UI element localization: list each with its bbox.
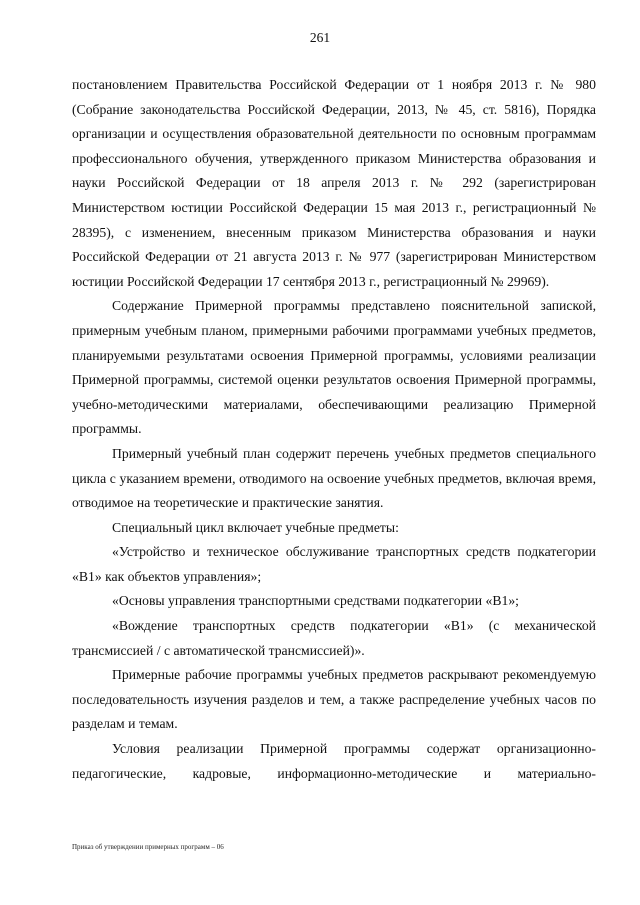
- paragraph-9: Условия реализации Примерной программы содержат организационно-педагогические, кадровые, информационно-методические и материально-: [72, 741, 596, 781]
- page-footer: Приказ об утверждении примерных программ – 06: [72, 843, 224, 851]
- paragraph-7: «Вождение транспортных средств подкатегории «В1» (с механической трансмиссией / с автоматической трансмиссией)».: [72, 618, 596, 658]
- paragraph-6: «Основы управления транспортными средствами подкатегории «В1»;: [112, 593, 519, 609]
- paragraph-8: Примерные рабочие программы учебных предметов раскрывают рекомендуемую последовательность изучения разделов и тем, а также распределение учебных часов по разделам и темам.: [72, 667, 596, 732]
- paragraph-3: Примерный учебный план содержит перечень учебных предметов специального цикла с указанием времени, отводимого на освоение учебных предметов, включая время, отводимое на теоретические и практические занятия.: [72, 445, 596, 511]
- paragraph-2: Содержание Примерной программы представлено пояснительной запиской, примерным учебным планом, примерными рабочими программами учебных предметов, планируемыми результатами освоения Примерной программы, условиями реализации Примерной программы, системой оценки результатов освоения Примерной программы, учебно-методическими материалами, обеспечивающими реализацию Примерной программы.: [72, 298, 596, 437]
- document-body: [72, 73, 596, 786]
- paragraph-4: Специальный цикл включает учебные предметы:: [112, 519, 399, 535]
- page-number: 261: [309, 30, 331, 45]
- paragraph-1: постановлением Правительства Российской Федерации от 1 ноября 2013 г. № 980 (Собрание законодательства Российской Федерации, 2013, № 45, ст. 5816), Порядка организации и осуществления образовательной деятельности по основным программам профессионального обучения, утвержденного приказом Министерства образования и науки Российской Федерации от 18 апреля 2013 г. № 292 (зарегистрирован Министерством юстиции Российской Федерации 15 мая 2013 г., регистрационный № 28395), с изменением, внесенным приказом Министерства образования и науки Российской Федерации от 21 августа 2013 г. № 977 (зарегистрирован Министерством юстиции Российской Федерации 17 сентября 2013 г., регистрационный № 29969).: [72, 77, 596, 289]
- paragraph-5: «Устройство и техническое обслуживание транспортных средств подкатегории «В1» как объектов управления»;: [72, 544, 596, 584]
